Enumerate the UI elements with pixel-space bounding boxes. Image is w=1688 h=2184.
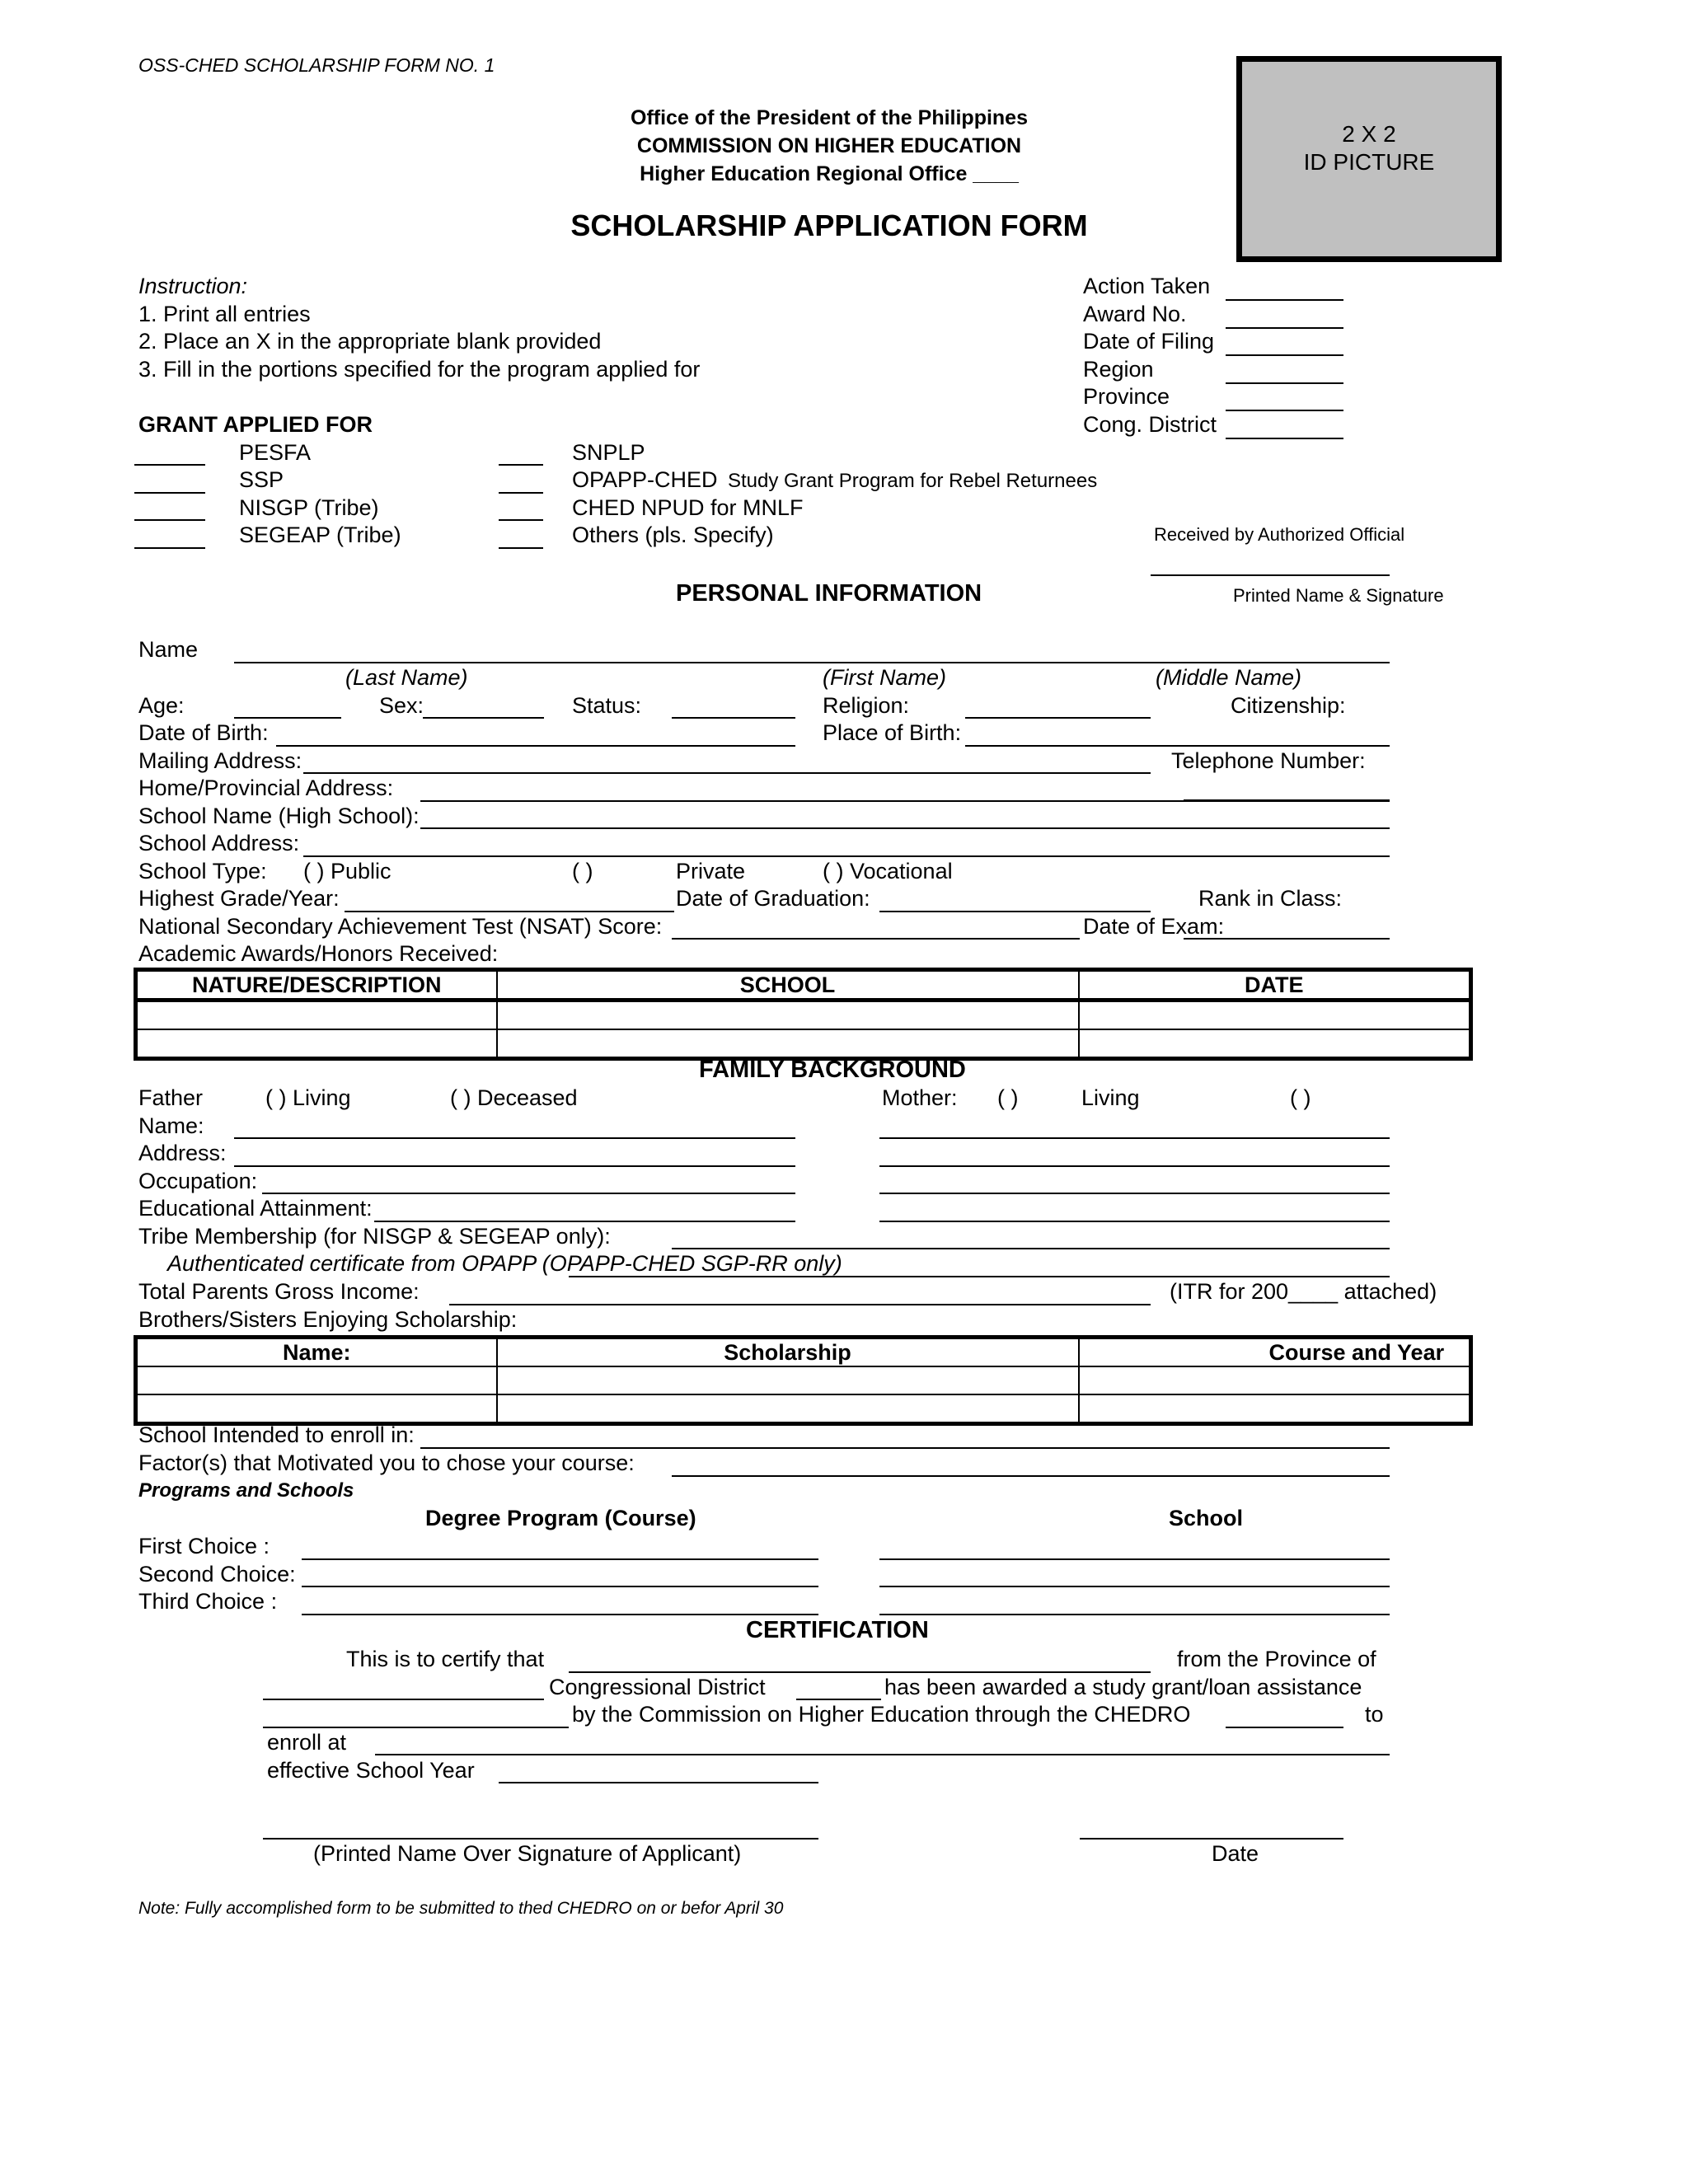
col-course-year: Course and Year [1079, 1338, 1471, 1367]
awards-header-row [136, 970, 1471, 1001]
first-name-caption: (First Name) [823, 665, 946, 690]
second-choice-school-field[interactable] [879, 1586, 1390, 1587]
mailing-address-field[interactable] [303, 772, 1151, 774]
grant-heading: GRANT APPLIED FOR [138, 412, 373, 437]
region-field[interactable] [1226, 382, 1343, 384]
authenticated-label: Authenticated certificate from OPAPP (OPAPP-CHED SGP-RR only) [167, 1251, 842, 1276]
id-picture-size: 2 X 2 [1342, 121, 1396, 147]
province-label: Province [1083, 384, 1170, 409]
school-type-label: School Type: [138, 859, 267, 883]
nisgp-blank[interactable] [134, 519, 205, 521]
status-field[interactable] [672, 717, 795, 719]
grant-option: OPAPP-CHED [572, 467, 718, 492]
cert-line3-start: by the Commission on Higher Education through the CHEDRO [572, 1702, 1191, 1727]
income-label: Total Parents Gross Income: [138, 1279, 420, 1304]
instruction-item: 2. Place an X in the appropriate blank provided [138, 329, 602, 354]
nsat-label: National Secondary Achievement Test (NSAT) Score: [138, 914, 663, 939]
grant-option: NISGP (Tribe) [239, 495, 379, 520]
instruction-item: 1. Print all entries [138, 302, 311, 326]
sex-field[interactable] [423, 717, 544, 719]
awards-table [134, 968, 1473, 1061]
col-date: DATE [1079, 970, 1471, 1001]
cert-line2-end: has been awarded a study grant/loan assistance [884, 1675, 1362, 1699]
itr-label: (ITR for 200____ attached) [1170, 1279, 1437, 1304]
name-label: Name [138, 637, 199, 662]
degree-heading: Degree Program (Course) [425, 1506, 696, 1530]
tribe-label: Tribe Membership (for NISGP & SEGEAP only): [138, 1224, 611, 1249]
printed-name-clip [1154, 579, 1444, 612]
highest-grade-label: Highest Grade/Year: [138, 886, 340, 911]
received-by-label: Received by Authorized Official [1154, 524, 1405, 545]
father-name-field[interactable] [234, 1137, 795, 1139]
nsat-field[interactable] [672, 938, 1080, 940]
third-choice-label: Third Choice : [138, 1589, 278, 1614]
instruction-heading: Instruction: [138, 274, 248, 298]
cong-district-label: Cong. District [1083, 412, 1217, 437]
mother-occupation-field[interactable] [879, 1193, 1390, 1194]
pob-field[interactable] [965, 745, 1184, 747]
factors-label: Factor(s) that Motivated you to chose your course: [138, 1451, 635, 1475]
cert-line1-end: from the Province of [1177, 1647, 1376, 1671]
awards-label: Academic Awards/Honors Received: [138, 941, 499, 966]
award-no-field[interactable] [1226, 327, 1343, 329]
private-label: Private [676, 859, 746, 883]
age-field[interactable] [234, 717, 341, 719]
cert-chedro-field[interactable] [1226, 1727, 1343, 1728]
school-heading: School [1169, 1506, 1244, 1530]
cert-school-year-label: effective School Year [267, 1758, 475, 1783]
grant-option: SNPLP [572, 440, 645, 465]
opapp-blank[interactable] [499, 492, 543, 494]
instruction-item: 3. Fill in the portions specified for the program applied for [138, 357, 701, 382]
name-field[interactable] [234, 662, 1390, 663]
cert-line3-end: to [1365, 1702, 1384, 1727]
col-school: SCHOOL [497, 970, 1079, 1001]
cert-enroll-label: enroll at [267, 1730, 347, 1755]
received-by-clip [1154, 521, 1405, 554]
siblings-table-clip [132, 1333, 1445, 1424]
graduation-date-field[interactable] [879, 911, 1151, 912]
awards-table-clip [132, 966, 1390, 1057]
father-address-field[interactable] [234, 1165, 795, 1167]
grant-option: CHED NPUD for MNLF [572, 495, 804, 520]
region-label: Region [1083, 357, 1154, 382]
school-intended-label: School Intended to enroll in: [138, 1422, 415, 1447]
segeap-blank[interactable] [134, 547, 205, 549]
cert-province-field[interactable] [263, 1699, 544, 1700]
siblings-label: Brothers/Sisters Enjoying Scholarship: [138, 1307, 518, 1332]
personal-info-heading: PERSONAL INFORMATION [676, 580, 982, 607]
status-label: Status: [572, 693, 642, 718]
signature-date-label: Date [1212, 1841, 1259, 1866]
itr-clip [1162, 1277, 1437, 1307]
religion-field[interactable] [965, 717, 1151, 719]
header-commission: COMMISSION ON HIGHER EDUCATION [636, 134, 1022, 157]
grant-option: PESFA [239, 440, 312, 465]
printed-name-label: Printed Name & Signature [1233, 585, 1444, 606]
education-label: Educational Attainment: [138, 1196, 373, 1221]
award-no-label: Award No. [1083, 302, 1187, 326]
cert-school-year-field[interactable] [499, 1782, 818, 1783]
first-choice-school-field[interactable] [879, 1558, 1390, 1560]
father-deceased-option[interactable]: ( ) Deceased [450, 1085, 578, 1110]
private-checkbox[interactable]: ( ) [572, 859, 593, 883]
siblings-header-row [136, 1338, 1471, 1367]
table-row[interactable] [136, 1366, 1471, 1394]
father-education-field[interactable] [374, 1221, 795, 1222]
dob-label: Date of Birth: [138, 720, 269, 745]
third-choice-course-field[interactable] [302, 1614, 818, 1615]
certification-heading: CERTIFICATION [746, 1617, 929, 1643]
grant-option: SSP [239, 467, 284, 492]
dob-field[interactable] [276, 745, 795, 747]
school-name-field[interactable] [420, 827, 1390, 829]
rank-label: Rank in Class: [1198, 886, 1343, 911]
mother-address-field[interactable] [879, 1165, 1390, 1167]
cert-line2-start: Congressional District [549, 1675, 766, 1699]
header-office: Office of the President of the Philippines [631, 106, 1028, 129]
npud-blank[interactable] [499, 519, 543, 521]
footer-note: Note: Fully accomplished form to be submitted to thed CHEDRO on or befor April 30 [138, 1899, 784, 1918]
vocational-option[interactable]: ( ) Vocational [823, 859, 953, 883]
province-field[interactable] [1226, 410, 1343, 411]
mother-education-field[interactable] [879, 1221, 1390, 1222]
mailing-address-label: Mailing Address: [138, 748, 302, 773]
mother-deceased-checkbox[interactable]: ( ) [1290, 1085, 1311, 1110]
cert-line1-start: This is to certify that [346, 1647, 545, 1671]
action-taken-field[interactable] [1226, 299, 1343, 301]
father-living-option[interactable]: ( ) Living [265, 1085, 351, 1110]
home-address-field[interactable] [420, 800, 1390, 802]
cert-district-field[interactable] [796, 1699, 881, 1700]
first-choice-label: First Choice : [138, 1534, 270, 1558]
home-address-label: Home/Provincial Address: [138, 776, 394, 800]
occupation-label: Occupation: [138, 1169, 258, 1193]
mother-living-checkbox[interactable]: ( ) [997, 1085, 1019, 1110]
first-choice-course-field[interactable] [302, 1558, 818, 1560]
pob-label: Place of Birth: [823, 720, 962, 745]
ssp-blank[interactable] [134, 492, 205, 494]
father-occupation-field[interactable] [262, 1193, 795, 1194]
date-exam-label: Date of Exam: [1083, 914, 1225, 939]
school-name-label: School Name (High School): [138, 804, 420, 828]
graduation-date-label: Date of Graduation: [676, 886, 870, 911]
date-of-filing-label: Date of Filing [1083, 329, 1215, 354]
citizenship-field[interactable] [1184, 745, 1390, 747]
applicant-signature-label: (Printed Name Over Signature of Applicant) [313, 1841, 742, 1866]
citizenship-label: Citizenship: [1231, 693, 1346, 718]
table-row[interactable] [136, 1001, 1471, 1030]
cert-assistance-field[interactable] [263, 1727, 569, 1728]
telephone-label: Telephone Number: [1171, 748, 1366, 773]
middle-name-caption: (Middle Name) [1156, 665, 1302, 690]
grant-option: SEGEAP (Tribe) [239, 523, 401, 547]
header-regional-office: Higher Education Regional Office ____ [640, 162, 1019, 185]
id-picture-box [1236, 56, 1502, 262]
second-choice-course-field[interactable] [302, 1586, 818, 1587]
mother-living-label: Living [1081, 1085, 1140, 1110]
highest-grade-field[interactable] [345, 911, 674, 912]
school-address-label: School Address: [138, 831, 300, 855]
age-label: Age: [138, 693, 185, 718]
school-address-field[interactable] [303, 855, 1390, 857]
cert-enroll-field[interactable] [375, 1754, 1390, 1755]
religion-label: Religion: [823, 693, 910, 718]
action-taken-label: Action Taken [1083, 274, 1211, 298]
cong-district-field[interactable] [1226, 438, 1343, 439]
col-sibling-name: Name: [136, 1338, 497, 1367]
parent-address-label: Address: [138, 1141, 227, 1165]
public-option[interactable]: ( ) Public [303, 859, 392, 883]
others-blank[interactable] [499, 547, 543, 549]
snplp-blank[interactable] [499, 464, 543, 466]
sex-label: Sex: [379, 693, 424, 718]
grant-option-suffix: Study Grant Program for Rebel Returnees [728, 470, 1098, 492]
income-field[interactable] [449, 1304, 1151, 1305]
factors-field[interactable] [672, 1475, 1390, 1477]
tribe-field[interactable] [672, 1248, 1390, 1249]
grant-option: Others (pls. Specify) [572, 523, 774, 547]
date-of-filing-field[interactable] [1226, 354, 1343, 356]
programs-label: Programs and Schools [138, 1479, 354, 1502]
id-picture-label: ID PICTURE [1303, 149, 1435, 175]
father-label: Father [138, 1085, 204, 1110]
last-name-caption: (Last Name) [345, 665, 468, 690]
third-choice-school-field[interactable] [879, 1614, 1390, 1615]
pesfa-blank[interactable] [134, 464, 205, 466]
family-heading: FAMILY BACKGROUND [699, 1057, 966, 1083]
signature-date-field[interactable] [1080, 1838, 1343, 1840]
mother-label: Mother: [882, 1085, 958, 1110]
second-choice-label: Second Choice: [138, 1562, 296, 1586]
table-row[interactable] [136, 1394, 1471, 1424]
cert-name-field[interactable] [569, 1671, 1151, 1673]
col-nature: NATURE/DESCRIPTION [136, 970, 497, 1001]
table-row[interactable] [136, 1029, 1471, 1059]
received-by-signature-field[interactable] [1151, 574, 1390, 576]
date-exam-field[interactable] [1226, 938, 1390, 940]
siblings-table [134, 1335, 1473, 1426]
applicant-signature-field[interactable] [263, 1838, 818, 1840]
col-scholarship: Scholarship [497, 1338, 1079, 1367]
page-title: SCHOLARSHIP APPLICATION FORM [570, 209, 1088, 242]
school-intended-field[interactable] [420, 1447, 1390, 1449]
form-number: OSS-CHED SCHOLARSHIP FORM NO. 1 [138, 54, 495, 76]
parent-name-label: Name: [138, 1113, 204, 1138]
mother-name-field[interactable] [879, 1137, 1390, 1139]
